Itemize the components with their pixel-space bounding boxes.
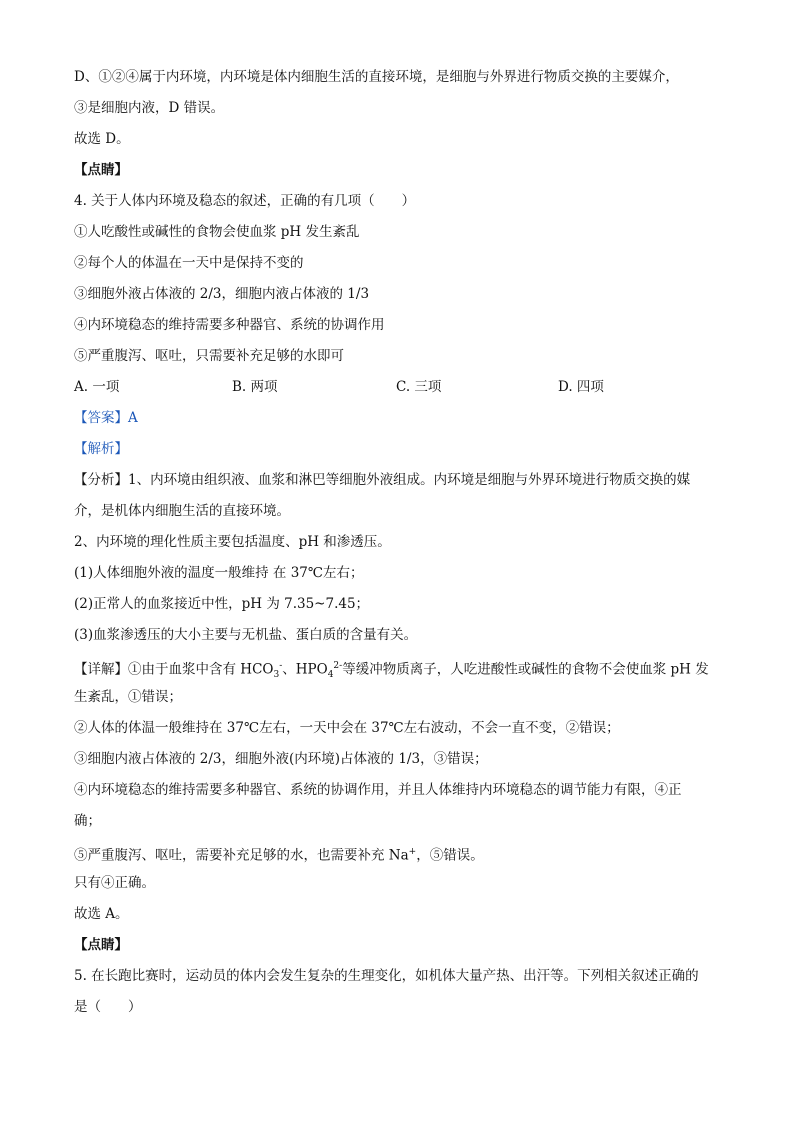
q5-stem-line1: 5. 在长跑比赛时，运动员的体内会发生复杂的生理变化，如机体大量产热、出汗等。下列相关叙述正确的: [74, 968, 699, 984]
q4-only-correct: 只有④正确。: [74, 875, 155, 891]
hpo4-charge: 2-: [333, 661, 343, 671]
q4-detail-line4: ③细胞内液占体液的 2/3，细胞外液(内环境)占体液的 1/3，③错误；: [74, 751, 488, 767]
detail1-part-b: 、HPO: [282, 661, 328, 678]
detail7-part-a: ⑤严重腹泻、呕吐，需要补充足够的水，也需要补充 Na: [74, 847, 409, 864]
q3-option-d-line1: D、①②④属于内环境，内环境是体内细胞生活的直接环境，是细胞与外界进行物质交换的主要媒介，: [74, 69, 679, 85]
q4-comment-heading: 【点睛】: [74, 937, 128, 953]
hco3-subscript: 3: [273, 670, 280, 681]
q4-option-b: B. 两项: [232, 379, 278, 395]
detail1-part-c: 等缓冲物质离子，人吃进酸性或碱性的食物不会使血浆 pH 发: [342, 661, 709, 678]
q4-detail-line3: ②人体的体温一般维持在 37℃左右，一天中会在 37℃左右波动，不会一直不变，②错误；: [74, 720, 620, 736]
detail7-part-b: ，⑤错误。: [416, 847, 484, 864]
q4-detail-line1: [74, 656, 734, 685]
q3-comment-heading: 【点睛】: [74, 162, 128, 178]
q3-choose: 故选 D。: [74, 131, 130, 147]
q4-stem: 4. 关于人体内环境及稳态的叙述，正确的有几项（ ）: [74, 193, 416, 209]
q4-analysis-line4: (1)人体细胞外液的温度一般维持 在 37℃左右；: [74, 565, 364, 581]
hpo4-subscript: 4: [327, 670, 334, 681]
hco3-charge: -: [279, 661, 283, 671]
q4-analysis-line3: 2、内环境的理化性质主要包括温度、pH 和渗透压。: [74, 534, 391, 550]
q4-analysis-line5: (2)正常人的血浆接近中性，pH 为 7.35~7.45；: [74, 596, 370, 612]
q4-option-a: A. 一项: [74, 379, 120, 395]
q4-detail-line2: 生紊乱，①错误；: [74, 689, 182, 705]
q4-answer: 【答案】A: [74, 410, 138, 426]
q4-detail-line6: 确；: [74, 813, 101, 829]
detail1-part-a: 【详解】①由于血浆中含有 HCO: [74, 661, 274, 678]
q5-stem-line2: 是（ ）: [74, 999, 142, 1015]
q4-option-c: C. 三项: [396, 379, 442, 395]
q4-statement-3: ③细胞外液占体液的 2/3，细胞内液占体液的 1/3: [74, 286, 370, 302]
q4-statement-1: ①人吃酸性或碱性的食物会使血浆 pH 发生紊乱: [74, 224, 360, 240]
q4-detail-line7: [74, 842, 734, 866]
q4-statement-5: ⑤严重腹泻、呕吐，只需要补充足够的水即可: [74, 348, 344, 364]
q4-analysis-line2: 介，是机体内细胞生活的直接环境。: [74, 503, 290, 519]
na-charge: +: [408, 847, 417, 857]
q4-option-d: D. 四项: [558, 379, 604, 395]
q3-option-d-line2: ③是细胞内液，D 错误。: [74, 100, 225, 116]
q4-detail-line5: ④内环境稳态的维持需要多种器官、系统的协调作用，并且人体维持内环境稳态的调节能力有限，④正: [74, 782, 682, 798]
q4-statement-4: ④内环境稳态的维持需要多种器官、系统的协调作用: [74, 317, 385, 333]
q4-analysis-line1: 【分析】1、内环境由组织液、血浆和淋巴等细胞外液组成。内环境是细胞与外界环境进行物质交换的媒: [74, 472, 691, 488]
q4-statement-2: ②每个人的体温在一天中是保持不变的: [74, 255, 304, 271]
q4-choose: 故选 A。: [74, 906, 129, 922]
q4-jiexi-heading: 【解析】: [74, 441, 128, 457]
q4-analysis-line6: (3)血浆渗透压的大小主要与无机盐、蛋白质的含量有关。: [74, 627, 418, 643]
